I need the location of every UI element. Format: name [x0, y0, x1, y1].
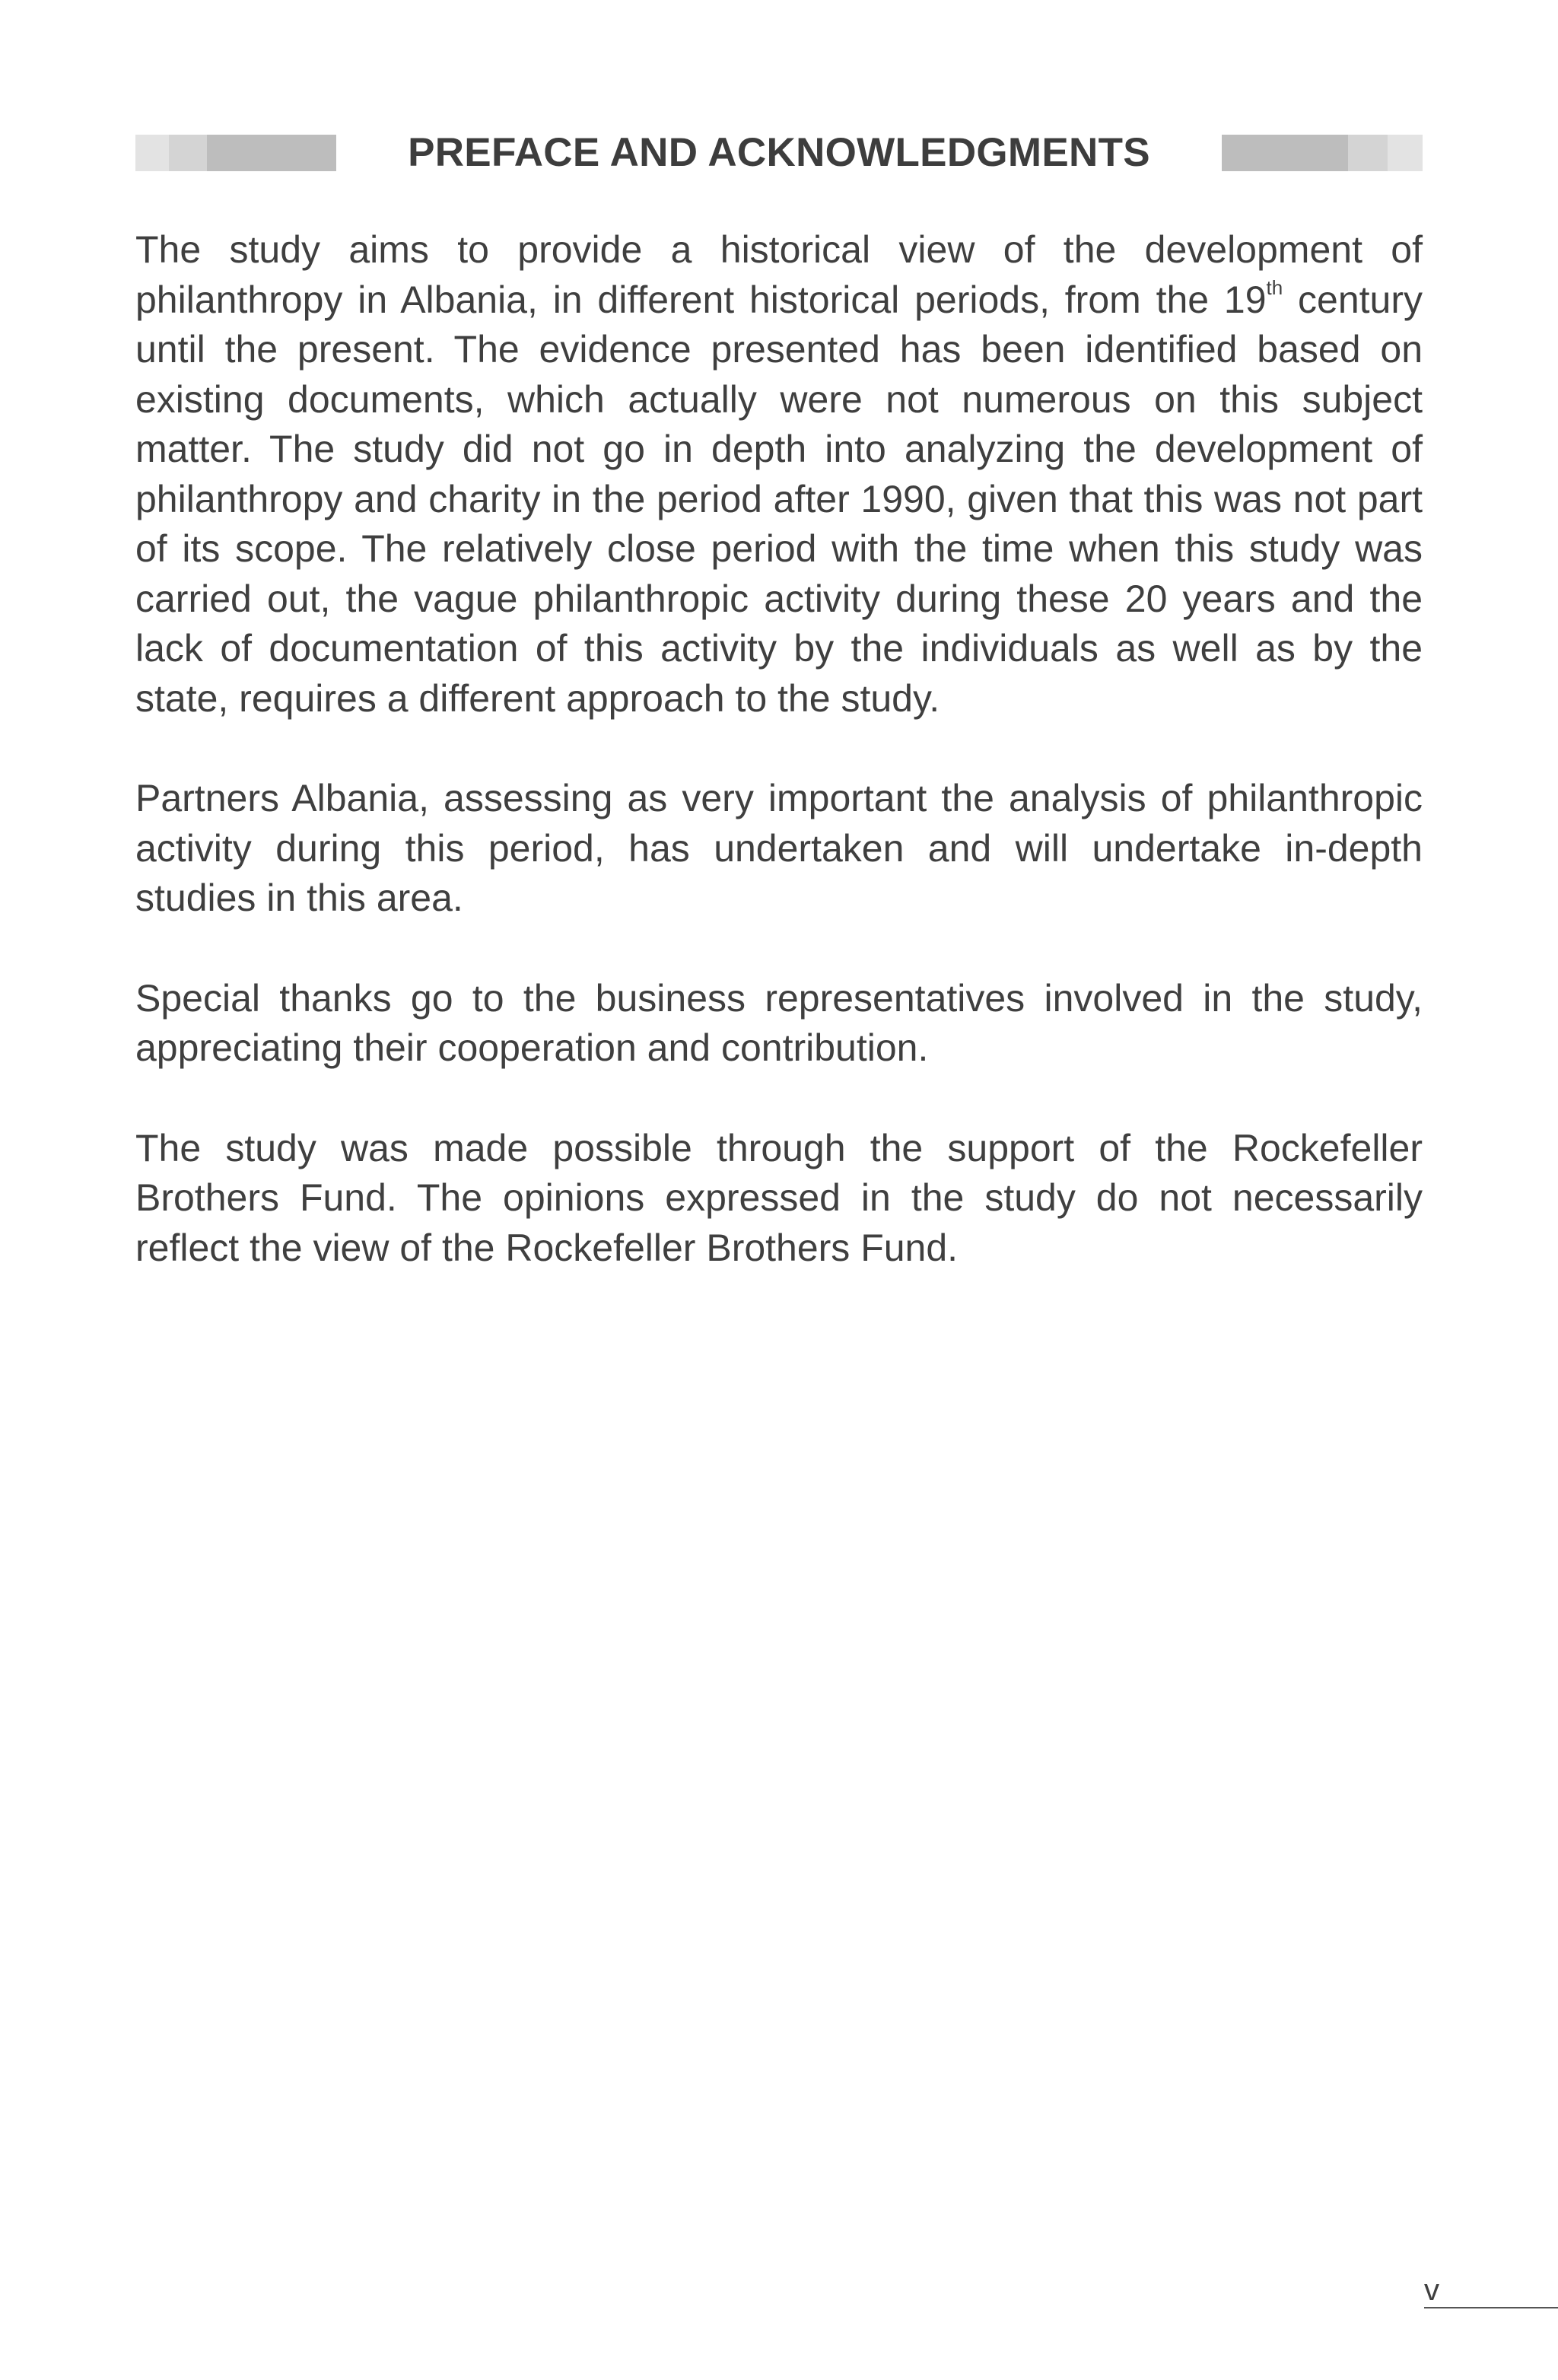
header-decoration-right: [1222, 135, 1423, 171]
ordinal-suffix: th: [1266, 275, 1283, 299]
paragraph-4: The study was made possible through the support of the Rockefeller Brothers Fund. The opinions expressed in the study do not necessarily reflect the view of the Rockefeller Brothers Fund.: [135, 1126, 1423, 1269]
header-decoration-left: [135, 135, 336, 171]
paragraph-2: Partners Albania, assessing as very important the analysis of philanthropic activity during this period, has undertaken and will undertake in-depth studies in this area.: [135, 777, 1423, 919]
page-title: PREFACE AND ACKNOWLEDGMENTS: [408, 130, 1150, 175]
body-text: [135, 225, 1423, 1323]
page-header: [135, 129, 1423, 177]
paragraph-1-end: century until the present. The evidence presented has been identified based on existing documents, which actually were not numerous on this subject matter. The study did not go in depth into analyzing the development of philanthropy and charity in the period after 1990, given that this was not part of its scope. The relatively close period with the time when this study was carried out, the vague philanthropic activity during these 20 years and the lack of documentation of this activity by the individuals as well as by the state, requires a different approach to the study.: [135, 278, 1423, 720]
paragraph-1: [135, 225, 1423, 724]
paragraph-1-start: The study aims to provide a historical view of the development of philanthropy in Albania, in different historical periods, from the 19: [135, 228, 1423, 321]
page-number: v: [1424, 2273, 1439, 2307]
paragraph-3: Special thanks go to the business representatives involved in the study, appreciating their cooperation and contribution.: [135, 976, 1423, 1069]
page-footer: [1424, 2273, 1558, 2308]
